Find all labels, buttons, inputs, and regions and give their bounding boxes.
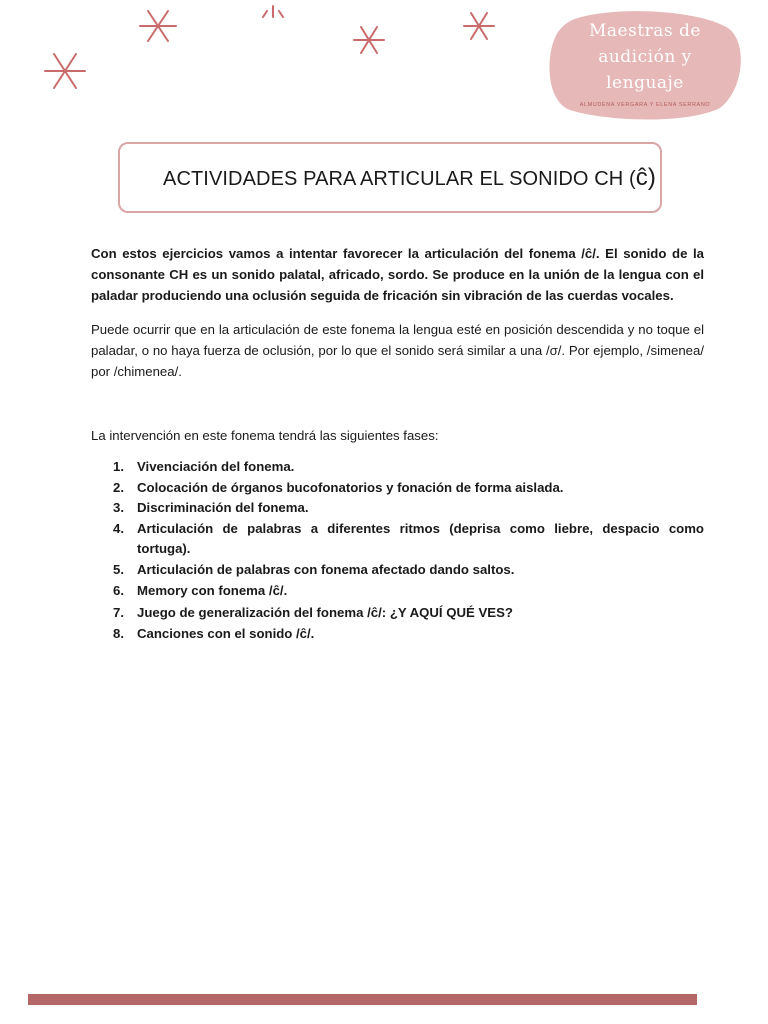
list-text: Memory con fonema /ĉ/.	[137, 583, 288, 598]
list-number: 3.	[113, 500, 124, 515]
list-text: Canciones con el sonido /ĉ/.	[137, 626, 315, 641]
list-item	[91, 478, 704, 499]
title-close: )	[647, 163, 656, 191]
list-number: 8.	[113, 626, 124, 641]
title-symbol: ĉ	[635, 163, 648, 191]
list-text: Articulación de palabras a diferentes ritmos (deprisa como liebre, despacio como tortuga).	[137, 520, 704, 556]
list-number: 4.	[113, 520, 124, 536]
star-icon	[43, 52, 87, 90]
logo-subtitle: ALMUDENA VERGARA Y ELENA SERRANO	[579, 102, 711, 108]
title-box	[118, 142, 662, 213]
list-text: Articulación de palabras con fonema afectado dando saltos.	[137, 561, 515, 577]
list-item	[91, 581, 704, 602]
logo	[548, 10, 742, 120]
list-number: 6.	[113, 583, 124, 598]
star-icon	[258, 2, 288, 18]
list-text: Vivenciación del fonema.	[137, 459, 295, 474]
list-item	[91, 519, 704, 560]
title-text: ACTIVIDADES PARA ARTICULAR EL SONIDO CH (	[163, 167, 636, 190]
star-icon	[462, 11, 496, 41]
list-item	[91, 603, 704, 624]
list-number: 2.	[113, 479, 124, 495]
list-item	[91, 498, 704, 519]
list-text: Colocación de órganos bucofonatorios y fonación de forma aislada.	[137, 479, 564, 495]
list-text: Discriminación del fonema.	[137, 500, 309, 515]
list-item	[91, 624, 704, 645]
list-text: Juego de generalización del fonema /ĉ/: ¿Y AQUÍ QUÉ VES?	[137, 604, 513, 620]
list-number: 7.	[113, 604, 124, 620]
star-icon	[138, 8, 178, 44]
logo-line: lenguaje	[606, 73, 684, 93]
list-item	[91, 560, 704, 581]
page-title	[163, 164, 656, 192]
phases-intro: La intervención en este fonema tendrá las siguientes fases:	[91, 428, 439, 443]
list-number: 5.	[113, 561, 124, 577]
logo-line: Maestras de	[589, 21, 701, 41]
intro-paragraph: Con estos ejercicios vamos a intentar favorecer la articulación del fonema /ĉ/. El sonido de la consonante CH es un sonido palatal, africado, sordo. Se produce en la unión de la lengua con el paladar produciendo una oclusión seguida de fricación sin vibración de las cuerdas vocales.	[91, 246, 704, 303]
note-paragraph: Puede ocurrir que en la articulación de este fonema la lengua esté en posición descendida y no toque el paladar, o no haya fuerza de oclusión, por lo que el sonido será similar a una /σ/. Por ejemplo, /simenea/ por /chimenea/.	[91, 322, 704, 379]
footer-bar	[28, 994, 697, 1005]
list-number: 1.	[113, 459, 124, 474]
phases-list	[91, 457, 704, 646]
logo-line: audición y	[598, 47, 692, 67]
star-icon	[352, 25, 386, 55]
list-item	[91, 457, 704, 478]
logo-title	[548, 18, 742, 96]
